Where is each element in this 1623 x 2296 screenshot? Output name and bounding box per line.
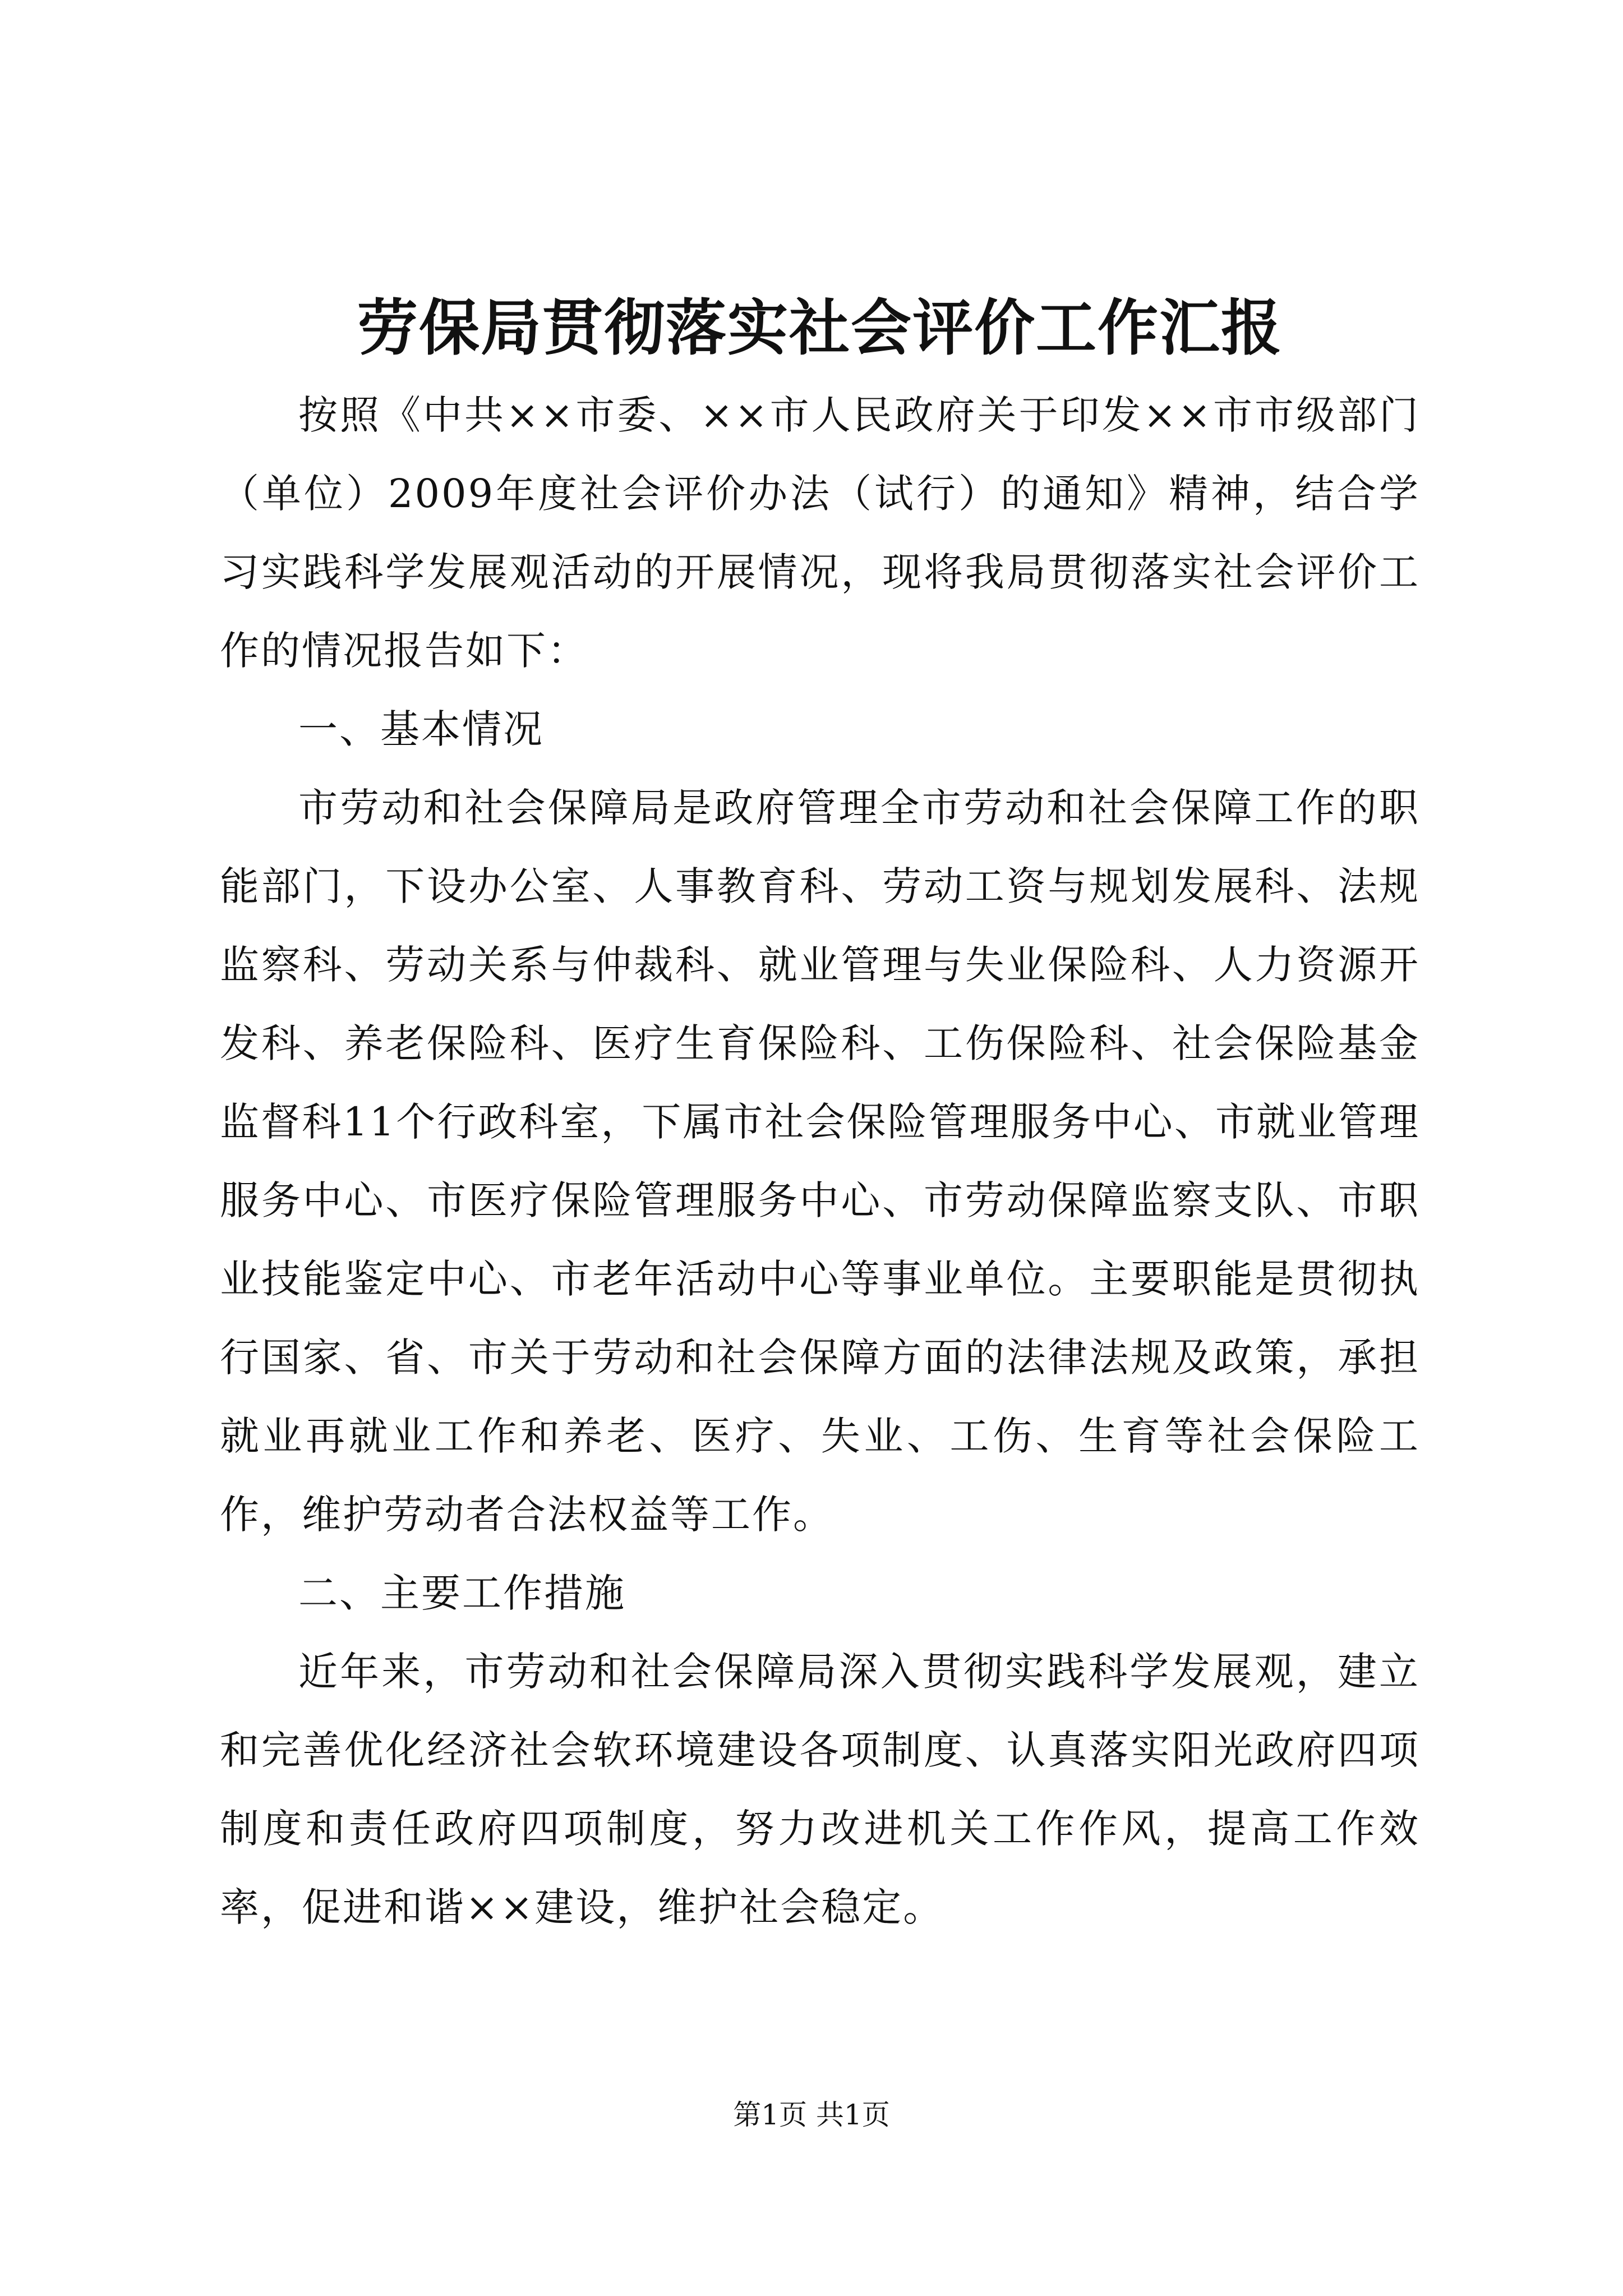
section-main-measures-paragraph: 近年来，市劳动和社会保障局深入贯彻实践科学发展观，建立和完善优化经济社会软环境建设各项制度、认真落实阳光政府四项制度和责任政府四项制度，努力改进机关工作作风，提高工作效率，促进和谐××建设，维护社会稳定。 (220, 1649, 1420, 1930)
section-basic-situation-paragraph: 市劳动和社会保障局是政府管理全市劳动和社会保障工作的职能部门，下设办公室、人事教育科、劳动工资与规划发展科、法规监察科、劳动关系与仲裁科、就业管理与失业保险科、人力资源开发科、养老保险科、医疗生育保险科、工伤保险科、社会保险基金监督科11个行政科室，下属市社会保险管理服务中心、市就业管理服务中心、市医疗保险管理服务中心、市劳动保障监察支队、市职业技能鉴定中心、市老年活动中心等事业单位。主要职能是贯彻执行国家、省、市关于劳动和社会保障方面的法律法规及政策，承担就业再就业工作和养老、医疗、失业、工伤、生育等社会保险工作，维护劳动者合法权益等工作。 (220, 785, 1420, 1538)
section-heading-main-measures: 二、主要工作措施 (298, 1570, 626, 1616)
document-title: 劳保局贯彻落实社会评价工作汇报 (357, 293, 1283, 364)
document-body (220, 280, 1420, 1947)
page-number-footer: 第1页 共1页 (733, 2099, 890, 2131)
section-heading-basic-situation: 一、基本情况 (298, 706, 544, 752)
intro-paragraph: 按照《中共××市委、××市人民政府关于印发××市市级部门（单位）2009年度社会评价办法（试行）的通知》精神，结合学习实践科学发展观活动的开展情况，现将我局贯彻落实社会评价工作的情况报告如下： (220, 392, 1420, 674)
